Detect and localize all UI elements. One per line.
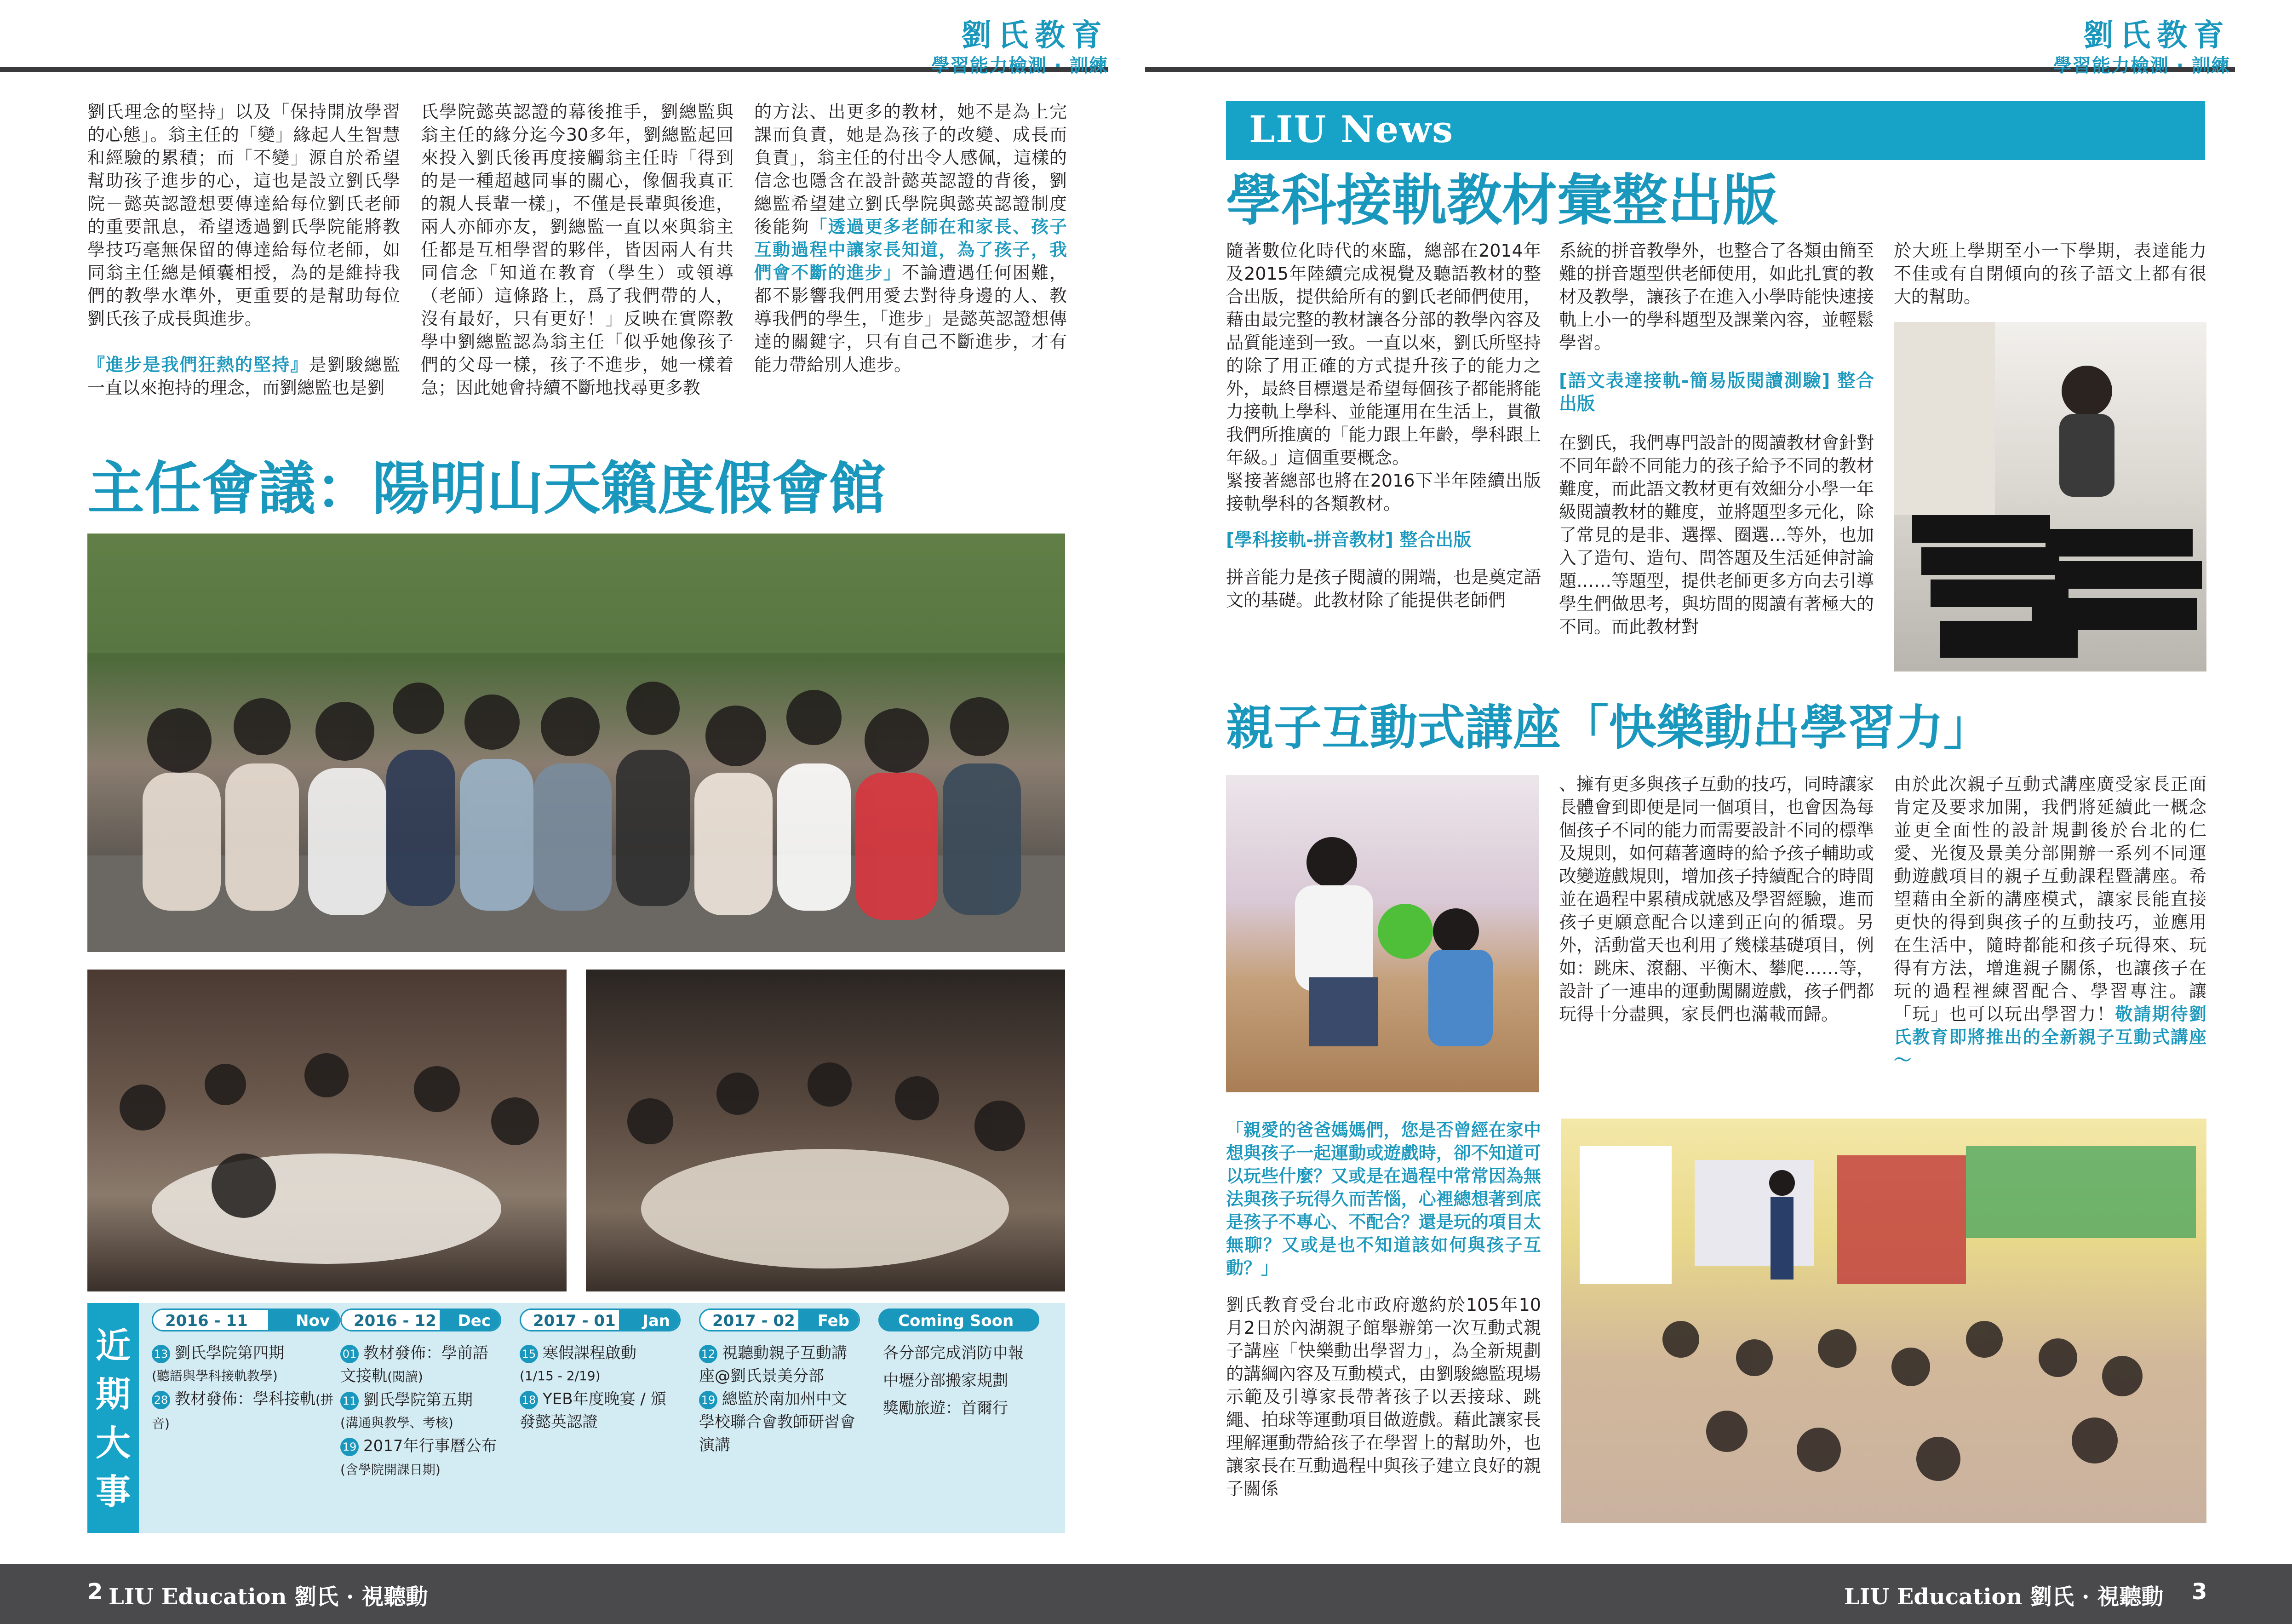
event-item: 18 YEB年度晚宴 / 頒發懿英認證: [520, 1390, 666, 1431]
article2-col3-text: 由於此次親子互動式講座廣受家長正面肯定及要求加開，我們將延續此一概念並更全面性的設計規劃後於台北的仁愛、光復及景美分部開辦一系列不同運動遊戲項目的親子互動課程暨講座。希望藉由全新的講座模式，讓家長能直接更快的得到與孩子的互動技巧，並應用在生活中，隨時都能和孩子玩得來、玩得有方法，增進親子關係，也讓孩子在玩的過程裡練習配合、學習專注。讓「玩」也可以玩出學習力！: [1894, 774, 2206, 1024]
playroom-photo: [1561, 1119, 2206, 1523]
article1-col1-a: 隨著數位化時代的來臨，總部在2014年及2015年陸續完成視覺及聽語教材的整合出版，提供給所有的劉氏老師們使用，藉由最完整的教材讓各分部的教學內容及品質能達到一致。一直以來，劉氏所堅持的除了用正確的方式提升孩子的能力之外，最終目標還是希望每個孩子都能將能力接軌上學科、並能運用在生活上，貫徹我們所推廣的「能力跟上年齡，學科跟上年級。」這個重要概念。: [1226, 241, 1541, 468]
left-logo: [874, 17, 1108, 77]
article1-sub1: [學科接軌-拼音教材] 整合出版: [1226, 530, 1472, 551]
group-photo: [87, 534, 1065, 952]
article2-col2: [1559, 773, 1874, 1026]
event-item: 01 教材發佈：學前語文接軌(閱讀): [340, 1344, 488, 1385]
news-banner: [1226, 101, 2205, 160]
dinner-photo-1: [87, 970, 567, 1291]
left-col2-paragraph: 氏學院懿英認證的幕後推手，劉總監與翁主任的緣分迄今30多年，劉總監起回來投入劉氏後再度接觸翁主任時「得到的是一種超越同事的關心，像個我真正的親人長輩一樣」，不僅是長輩與後進，兩人亦師亦友，劉總監一直以來與翁主任都是互相學習的夥伴，皆因兩人有共同信念「知道在教育（學生）或領導（老師）這條路上，爲了我們帶的人，沒有最好，只有更好！」反映在實際教學中劉總監認為翁主任「似乎她像孩子們的父母一樣，孩子不進步，她一樣着急；因此她會持續不斷地找尋更多教: [421, 102, 733, 398]
workshop-photo: [1226, 775, 1539, 1092]
event-item: 19 總監於南加州中文學校聯合會教師研習會演講: [699, 1390, 855, 1454]
events-column-dec: [340, 1308, 501, 1481]
left-article-col2: [421, 100, 733, 399]
left-footer-title: LIU Education 劉氏 · 視聽動: [109, 1584, 428, 1610]
event-item: 11 劉氏學院第五期 (溝通與教學、考核): [340, 1391, 473, 1430]
article1-col1-c: 拼音能力是孩子閱讀的開端，也是奠定語文的基礎。此教材除了能提供老師們: [1226, 567, 1541, 610]
left-article-col3: [754, 100, 1067, 376]
right-logo-tagline: 學習能力檢測 · 訓練: [2053, 55, 2230, 76]
left-article-col1: [87, 100, 400, 399]
article1-col2-b: 在劉氏，我們專門設計的閱讀教材會針對不同年齡不同能力的孩子給予不同的教材難度，而此語文教材更有效細分小學一年級閱讀教材的難度，並將題型多元化，除了常見的是非、選擇、圈選…等外，也加入了造句、造句、問答題及生活延伸討論題……等題型，提供老師更多方向去引導學生們做思考，與坊間的閱讀有著極大的不同。而此教材對: [1559, 433, 1874, 637]
article1-col3: [1894, 239, 2206, 308]
news-banner-text: LIU News: [1249, 108, 1454, 151]
events-column-jan: [520, 1308, 681, 1434]
event-item: 15 寒假課程啟動 (1/15 - 2/19): [520, 1344, 636, 1383]
article1-col2-a: 系統的拼音教學外，也整合了各類由簡至難的拼音題型供老師使用，如此扎實的教材及教學，讓孩子在進入小學時能快速接軌上小一的學科題型及課業內容，並輕鬆學習。: [1559, 241, 1874, 353]
article1-title: 學科接軌教材彙整出版: [1226, 169, 1778, 233]
left-col3-highlight: 「透過更多老師在和家長、孩子互動過程中讓家長知道，為了孩子，我們會不斷的進步」: [754, 217, 1067, 283]
events-column-feb: [699, 1308, 860, 1457]
right-logo: [1996, 17, 2230, 77]
month-pill: 2017 - 02 Feb: [699, 1308, 860, 1331]
left-col1-rest: 是劉駿總監一直以來抱持的理念，而劉總監也是劉: [87, 355, 400, 398]
article1-col1-b: 緊接著總部也將在2016下半年陸續出版接軌學科的各類教材。: [1226, 471, 1541, 514]
article2-col1: [1226, 1119, 1541, 1500]
month-pill: 2016 - 12 Dec: [340, 1308, 501, 1331]
article1-sub2: [語文表達接軌-簡易版閱讀測驗] 整合出版: [1559, 371, 1874, 414]
month-pill: Coming Soon: [878, 1308, 1039, 1331]
event-item: 28 教材發佈：學科接軌(拼音): [152, 1390, 333, 1431]
event-item: 12 視聽動親子互動講座@劉氏景美分部: [699, 1344, 847, 1385]
right-logo-brand: 劉氏教育: [2083, 17, 2230, 53]
dinner-photo-2: [586, 970, 1065, 1291]
events-label-char: 近: [96, 1325, 131, 1366]
left-col3-b: 不論遭遇任何困難，都不影響我們用愛去對待身邊的人、教導我們的學生，「進步」是懿英認證想傳達的關鍵字，只有自己不斷進步，才有能力帶給別人進步。: [754, 263, 1067, 375]
left-page-number: 2: [87, 1579, 103, 1605]
meeting-title: 主任會議：陽明山天籟度假會館: [87, 456, 886, 522]
left-col1-highlight: 『進步是我們狂熱的堅持』: [87, 355, 309, 375]
article2-col2-text: 、擁有更多與孩子互動的技巧，同時讓家長體會到即便是同一個項目，也會因為每個孩子不同的能力而需要設計不同的標準及規則，如何藉著適時的給予孩子輔助或改變遊戲規則，增加孩子持續配合的時間並在過程中累積成就感及學習經驗，進而孩子更願意配合以達到正向的循環。另外，活動當天也利用了幾樣基礎項目，例如：跳床、滾翻、平衡木、攀爬……等，設計了一連串的運動闖關遊戲，孩子們都玩得十分盡興，家長們也滿載而歸。: [1559, 774, 1874, 1024]
article2-col1-text: 劉氏教育受台北市政府邀約於105年10月2日於內湖親子館舉辦第一次互動式親子講座「快樂動出學習力」，為全新規劃的講綱內容及互動模式，由劉駿總監現場示範及引導家長帶著孩子以丟接球、跳繩、拍球等運動項目做遊戲。藉此讓家長理解運動帶給孩子在學習上的幫助外，也讓家長在互動過程中與孩子建立良好的親子關係: [1226, 1295, 1541, 1499]
left-col1-paragraph: 劉氏理念的堅持」以及「保持開放學習的心態」。翁主任的「變」緣起人生智慧和經驗的累積；而「不變」源自於希望幫助孩子進步的心，這也是設立劉氏學院－懿英認證想要傳達給每位劉氏老師的重要訊息，希望透過劉氏學院能將教學技巧毫無保留的傳達給每位老師，如同翁主任總是傾囊相授，為的是維持我們的教學水準外，更重要的是幫助每位劉氏孩子成長與進步。: [87, 102, 400, 329]
left-col1-paragraph2: [87, 353, 400, 399]
month-pill: 2016 - 11 Nov: [152, 1308, 340, 1331]
article2-col3: [1894, 773, 2206, 1072]
left-logo-tagline: 學習能力檢測 · 訓練: [931, 55, 1108, 76]
event-item: 獎勵旅遊：首爾行: [883, 1399, 1008, 1417]
right-footer-title: LIU Education 劉氏 · 視聽動: [1844, 1584, 2164, 1610]
events-label-char: 大: [96, 1423, 131, 1463]
article1-col2: [1559, 239, 1874, 638]
event-item: 19 2017年行事曆公布(含學院開課日期): [340, 1437, 497, 1477]
event-item: 各分部完成消防申報: [883, 1344, 1024, 1362]
group-photo-people: [87, 534, 1065, 952]
events-label-char: 期: [96, 1374, 131, 1415]
event-item: 中壢分部搬家規劃: [883, 1372, 1008, 1390]
events-label: [87, 1321, 139, 1516]
event-item: 13 劉氏學院第四期 (聽語與學科接軌教學): [152, 1344, 284, 1383]
month-pill: 2017 - 01 Jan: [520, 1308, 681, 1331]
left-logo-brand: 劉氏教育: [961, 17, 1108, 53]
right-page-number: 3: [2192, 1579, 2207, 1605]
article2-quote: 「親愛的爸爸媽媽們，您是否曾經在家中想與孩子一起運動或遊戲時，卻不知道可以玩些什麼？又或是在過程中常常因為無法與孩子玩得久而苦惱，心裡總想著到底是孩子不專心、不配合？還是玩的項目太無聊？又或是也不知道該如何與孩子互動？」: [1226, 1120, 1541, 1278]
article2-col3-highlight: 敬請期待劉氏教育即將推出的全新親子互動式講座～: [1894, 1004, 2206, 1070]
events-label-char: 事: [96, 1471, 131, 1512]
left-col3-a: 的方法、出更多的教材，她不是為上完課而負責，她是為孩子的改變、成長而負責」，翁主任的付出令人感佩，這樣的信念也隱含在設計懿英認證的背後，劉總監希望建立劉氏學院與懿英認證制度後能夠: [754, 102, 1067, 237]
article1-col1: [1226, 239, 1541, 612]
article2-title: 親子互動式講座「快樂動出學習力」: [1226, 700, 1992, 756]
left-col3-paragraph: [754, 100, 1067, 376]
events-column-coming: [878, 1308, 1039, 1420]
footer-bar: [0, 1564, 2292, 1624]
books-photo: [1894, 322, 2206, 671]
article1-col3-a: 於大班上學期至小一下學期，表達能力不佳或有自閉傾向的孩子語文上都有很大的幫助。: [1894, 241, 2206, 307]
events-column-nov: [152, 1308, 340, 1435]
